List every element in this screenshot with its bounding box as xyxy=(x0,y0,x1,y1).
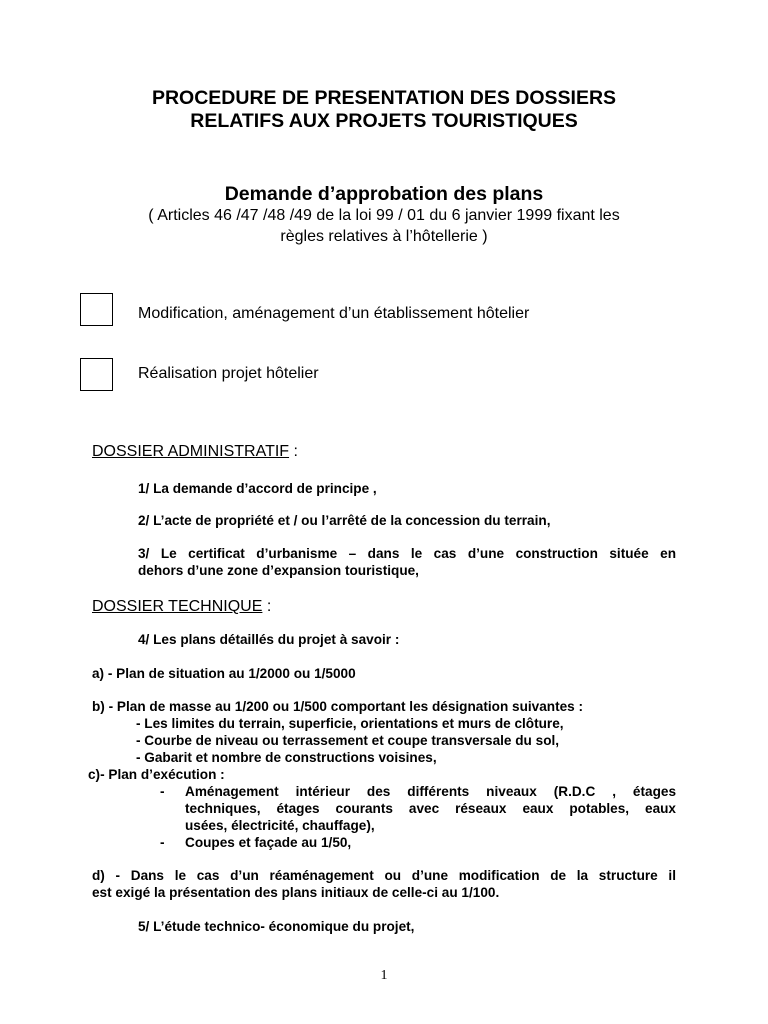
admin-item-1: 1/ La demande d’accord de principe , xyxy=(138,481,377,496)
tech-item-c-sub-1-line-1: Aménagement intérieur des différents niveaux (R.D.C , étages xyxy=(185,784,676,799)
title-line-2: RELATIFS AUX PROJETS TOURISTIQUES xyxy=(190,110,578,132)
section-heading-administratif-text: DOSSIER ADMINISTRATIF xyxy=(92,443,290,460)
checkbox-modification[interactable] xyxy=(80,293,113,326)
tech-item-c-sub-2: Coupes et façade au 1/50, xyxy=(185,835,352,850)
checkbox-realisation[interactable] xyxy=(80,358,113,391)
tech-item-b-sub-2: - Courbe de niveau ou terrassement et coupe transversale du sol, xyxy=(136,733,560,748)
tech-item-b-sub-1: - Les limites du terrain, superficie, orientations et murs de clôture, xyxy=(136,716,564,731)
tech-item-5: 5/ L’étude technico- économique du projet, xyxy=(138,919,415,934)
subtitle: Demande d’approbation des plans xyxy=(224,183,544,205)
section-heading-administratif: DOSSIER ADMINISTRATIF : xyxy=(92,443,298,460)
tech-item-c-dash-1: - xyxy=(160,784,165,799)
tech-item-d-line-1: d) - Dans le cas d’un réaménagement ou d’une modification de la structure il xyxy=(92,868,676,883)
tech-item-4: 4/ Les plans détaillés du projet à savoir : xyxy=(138,632,400,647)
section-heading-technique: DOSSIER TECHNIQUE : xyxy=(92,598,272,615)
tech-item-c-sub-1-line-2: techniques, étages courants avec réseaux eaux potables, eaux xyxy=(185,801,676,816)
tech-item-c: c)- Plan d’exécution : xyxy=(88,767,225,782)
title-line-1: PROCEDURE DE PRESENTATION DES DOSSIERS xyxy=(151,87,617,109)
tech-item-d-line-2: est exigé la présentation des plans initiaux de celle-ci au 1/100. xyxy=(92,885,500,900)
tech-item-b: b) - Plan de masse au 1/200 ou 1/500 comportant les désignation suivantes : xyxy=(92,699,584,714)
tech-item-c-sub-1-line-3: usées, électricité, chauffage), xyxy=(185,818,375,833)
tech-item-a: a) - Plan de situation au 1/2000 ou 1/5000 xyxy=(92,666,356,681)
option-realisation-label: Réalisation projet hôtelier xyxy=(138,365,319,382)
page-number: 1 xyxy=(380,968,388,983)
tech-item-c-dash-2: - xyxy=(160,835,165,850)
option-modification-label: Modification, aménagement d’un établissement hôtelier xyxy=(138,305,530,322)
tech-item-b-sub-3: - Gabarit et nombre de constructions voisines, xyxy=(136,750,437,765)
admin-item-2: 2/ L’acte de propriété et / ou l’arrêté de la concession du terrain, xyxy=(138,513,551,528)
admin-item-3-line-2: dehors d’une zone d’expansion touristique, xyxy=(138,563,419,578)
reference-line-2: règles relatives à l’hôtellerie ) xyxy=(280,228,488,245)
reference-line-1: ( Articles 46 /47 /48 /49 de la loi 99 / 01 du 6 janvier 1999 fixant les xyxy=(148,207,620,224)
section-heading-technique-text: DOSSIER TECHNIQUE xyxy=(92,598,263,615)
admin-item-3-line-1: 3/ Le certificat d’urbanisme – dans le cas d’une construction située en xyxy=(138,546,676,561)
